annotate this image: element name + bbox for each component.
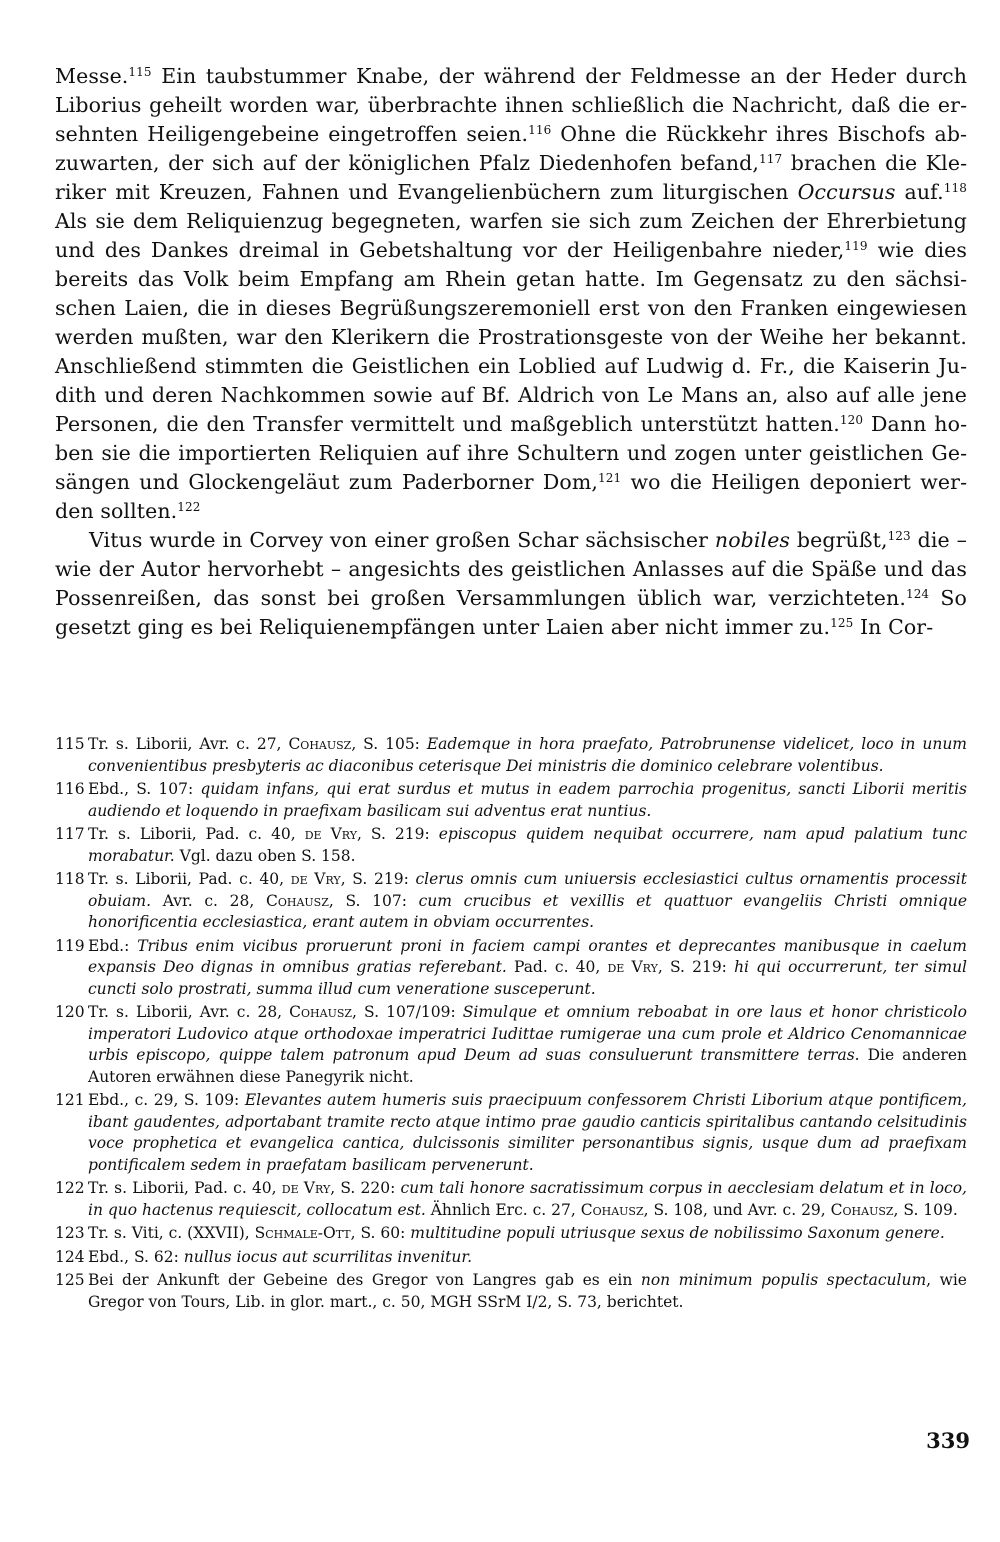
text-run: In Cor-: [853, 615, 934, 639]
text-run: Als sie dem Reliquienzug begegneten, warfen sie sich zum Zeichen der Ehrerbietung und des Dankes dreimal in Gebetshaltung vor der Heiligenbahre nieder,: [55, 209, 967, 262]
text-run: Ähnlich Erc. c. 27,: [425, 1200, 581, 1219]
footnote-ref[interactable]: 124: [905, 587, 930, 601]
text-run: Bei der Ankunft der Gebeine des Gregor von Langres gab es ein: [88, 1271, 641, 1289]
footnote-ref[interactable]: 122: [177, 500, 201, 514]
text-run: , S. 108, und Avr. c. 29,: [643, 1200, 831, 1219]
footnote-number: 124: [55, 1247, 85, 1266]
text-run: Messe.: [55, 64, 129, 88]
author-name: Cohausz: [830, 1200, 894, 1219]
page-number: 339: [926, 1428, 970, 1453]
footnote-118: [55, 869, 967, 934]
footnote-number: 119: [55, 936, 85, 955]
text-run: , S. 219:: [340, 870, 416, 888]
italic-text: hi qui occurrerunt, ter simul cuncti solo prostrati, summa illud cum veneratione susceperunt.: [88, 958, 968, 998]
text-run: , S. 109.: [893, 1200, 958, 1219]
main-text: [55, 62, 967, 642]
footnote-number: 121: [55, 1091, 85, 1109]
text-run: , S. 107/109:: [352, 1003, 463, 1021]
footnote-text: [88, 1270, 967, 1313]
footnote-text: [88, 1247, 967, 1269]
footnote-number: 118: [55, 870, 85, 888]
text-run: Ein taubstummer Knabe, der während der Feldmesse an der Heder durch Liborius geheilt worden war, überbrachte ihnen schließlich die Nachricht, daß die ersehnten Heiligengebeine eingetroffen seien.: [55, 64, 967, 146]
footnote-ref[interactable]: 123: [887, 529, 911, 543]
footnote-117: [55, 824, 967, 867]
footnote-number: 123: [55, 1224, 85, 1242]
footnote-number: 116: [55, 780, 85, 798]
text-run: , S. 219:: [357, 825, 439, 843]
author-name: Cohausz: [580, 1200, 644, 1219]
footnotes: [55, 734, 967, 1315]
text-run: Ebd., c. 29, S. 109:: [88, 1091, 245, 1109]
footnote-123: [55, 1223, 967, 1245]
text-run: wie dies bereits das Volk beim Empfang am Rhein getan hatte. Im Gegensatz zu den sächsischen Laien, die in dieses Begrüßungszeremoniell erst von den Franken eingewiesen werden mußten, war den Klerikern die Prostrationsgeste von der Weihe her bekannt. Anschließend stimmten die Geistlichen ein Loblied auf Ludwig d. Fr., die Kaiserin Judith und deren Nachkommen sowie auf Bf. Aldrich von Le Mans an, also auf alle jene Personen, die den Transfer vermittelt und maßgeblich unterstützt hatten.: [55, 238, 967, 436]
italic-text: nullus iocus aut scurrilitas invenitur.: [183, 1247, 473, 1266]
author-name: de Vry: [290, 870, 341, 888]
author-name: Schmale-Ott: [254, 1224, 351, 1242]
footnote-text: [88, 779, 967, 822]
footnote-text: [88, 1002, 967, 1088]
italic-text: cum crucibus et vexillis et quattuor evangeliis Christi omnique honorificentia ecclesiastica, erant autem in obviam occurrentes.: [88, 891, 968, 931]
text-run: Pad. c. 40,: [506, 958, 608, 976]
footnote-ref[interactable]: 118: [943, 181, 967, 195]
text-run: So gesetzt ging es bei Reliquienempfängen unter Laien aber nicht immer zu.: [55, 586, 968, 639]
text-run: Ebd.:: [88, 936, 138, 955]
italic-text: quidam infans, qui erat surdus et mutus in eadem parrochia progenitus, sancti Liborii meritis audiendo et loquendo in praefixam basilicam sui adventus erat nuntius.: [88, 780, 968, 820]
italic-text: Simulque et omnium reboabat in ore laus et honor christicolo imperatori Ludovico atque orthodoxae imperatrici Iudittae rumigerae una cum prole et Aldrico Cenomannicae urbis episcopo, quippe talem patronum apud Deum ad suas consuluerunt transmittere terras.: [88, 1003, 967, 1064]
text-run: Ebd., S. 107:: [88, 780, 201, 798]
text-run: Avr. c. 28,: [151, 891, 266, 910]
italic-text: Occursus: [797, 180, 896, 204]
author-name: de Vry: [304, 825, 357, 843]
text-run: Tr. s. Liborii, Pad. c. 40,: [88, 1179, 282, 1197]
footnote-ref[interactable]: 117: [759, 152, 783, 166]
footnote-119: [55, 936, 967, 1001]
footnote-122: [55, 1178, 967, 1221]
text-run: , S. 105:: [351, 735, 427, 753]
text-run: Ohne die Rückkehr ihres Bischofs abzuwarten, der sich auf der königlichen Pfalz Diedenhofen befand,: [55, 122, 967, 175]
text-run: wo die Heiligen deponiert werden sollten.: [55, 470, 967, 523]
author-name: Cohausz: [289, 1003, 353, 1021]
footnote-125: [55, 1270, 967, 1313]
footnote-text: [88, 1178, 967, 1221]
text-run: brachen die Kleriker mit Kreuzen, Fahnen und Evangelienbüchern zum liturgischen: [55, 151, 967, 204]
italic-text: cum tali honore sacratissimum corpus in aecclesiam delatum et in loco, in quo hactenus requiescit, collocatum est.: [88, 1179, 967, 1219]
footnote-text: [88, 1223, 967, 1245]
footnote-number: 120: [55, 1003, 85, 1021]
text-run: Tr. s. Liborii, Avr. c. 27,: [88, 735, 289, 753]
footnote-ref[interactable]: 125: [830, 616, 854, 630]
italic-text: episcopus quidem nequibat occurrere, nam apud palatium tunc morabatur.: [88, 825, 967, 865]
footnote-text: [88, 734, 967, 777]
paragraph-1: [55, 62, 967, 526]
footnote-115: [55, 734, 967, 777]
text-run: Vitus wurde in Corvey von einer großen Schar sächsischer: [89, 528, 715, 552]
text-run: Tr. s. Liborii, Avr. c. 28,: [88, 1003, 290, 1021]
text-run: , wie Gregor von Tours, Lib. in glor. mart., c. 50, MGH SSrM I/2, S. 73, berichtet.: [88, 1271, 967, 1311]
text-run: , S. 219:: [657, 958, 735, 976]
author-name: Cohausz: [265, 891, 329, 910]
text-run: auf.: [895, 180, 944, 204]
footnote-116: [55, 779, 967, 822]
text-run: Vgl. dazu oben S. 158.: [174, 846, 356, 865]
italic-text: non minimum populis spectaculum: [640, 1271, 927, 1289]
text-run: Dann hoben sie die importierten Reliquien auf ihre Schultern und zogen unter geistlichen Gesängen und Glockengeläut zum Paderborner Dom,: [55, 412, 967, 494]
footnote-120: [55, 1002, 967, 1088]
footnote-ref[interactable]: 121: [598, 471, 622, 485]
author-name: Cohausz: [288, 735, 352, 753]
text-run: begrüßt,: [790, 528, 888, 552]
italic-text: clerus omnis cum uniuersis ecclesiastici cultus ornamentis processit obuiam.: [88, 870, 967, 910]
text-run: , S. 60:: [350, 1224, 411, 1242]
italic-text: nobiles: [714, 528, 791, 552]
text-run: Tr. s. Viti, c. (XXVII),: [88, 1224, 255, 1242]
footnote-text: [88, 869, 967, 934]
footnote-ref[interactable]: 115: [128, 65, 152, 79]
footnote-121: [55, 1090, 967, 1176]
paragraph-2: [55, 526, 967, 642]
footnote-ref[interactable]: 120: [839, 413, 864, 427]
footnote-124: [55, 1247, 967, 1269]
author-name: de Vry: [281, 1179, 331, 1197]
italic-text: Elevantes autem humeris suis praecipuum confessorem Christi Liborium atque pontificem, ibant gaudentes, adportabant tramite recto atque intimo prae gaudio canticis spiritalibus cantando celsitudinis voce prophetica et evangelica cantica, dulcissonis similiter personantibus signis, usque dum ad praefixam pontificalem sedem in praefatam basilicam pervenerunt.: [88, 1091, 967, 1174]
text-run: Ebd., S. 62:: [88, 1247, 184, 1266]
footnote-text: [88, 1090, 967, 1176]
text-run: , S. 107:: [328, 891, 419, 910]
italic-text: Eademque in hora praefato, Patrobrunense videlicet, loco in unum convenientibus presbyteris ac diaconibus ceterisque Dei ministris die dominico celebrare volentibus.: [88, 735, 967, 775]
footnote-number: 122: [55, 1179, 85, 1197]
text-run: , S. 220:: [330, 1179, 401, 1197]
footnote-text: [88, 936, 967, 1001]
text-run: Tr. s. Liborii, Pad. c. 40,: [88, 825, 305, 843]
text-run: Tr. s. Liborii, Pad. c. 40,: [88, 870, 291, 888]
italic-text: multitudine populi utriusque sexus de nobilissimo Saxonum genere.: [410, 1224, 945, 1242]
text-run: Die anderen Autoren erwähnen diese Panegyrik nicht.: [88, 1046, 967, 1086]
author-name: de Vry: [607, 958, 658, 976]
footnote-ref[interactable]: 116: [528, 123, 552, 137]
footnote-number: 125: [55, 1271, 85, 1289]
footnote-number: 115: [55, 735, 85, 753]
italic-text: Tribus enim vicibus proruerunt proni in faciem campi orantes et deprecantes manibusque in caelum expansis Deo dignas in omnibus gratias referebant.: [88, 936, 967, 976]
footnote-ref[interactable]: 119: [844, 239, 868, 253]
footnote-number: 117: [55, 825, 85, 843]
footnote-text: [88, 824, 967, 867]
text-run: die – wie der Autor hervorhebt – angesichts des geistlichen Anlasses auf die Späße und das Possenreißen, das sonst bei großen Versammlungen üblich war, verzichteten.: [55, 528, 967, 610]
